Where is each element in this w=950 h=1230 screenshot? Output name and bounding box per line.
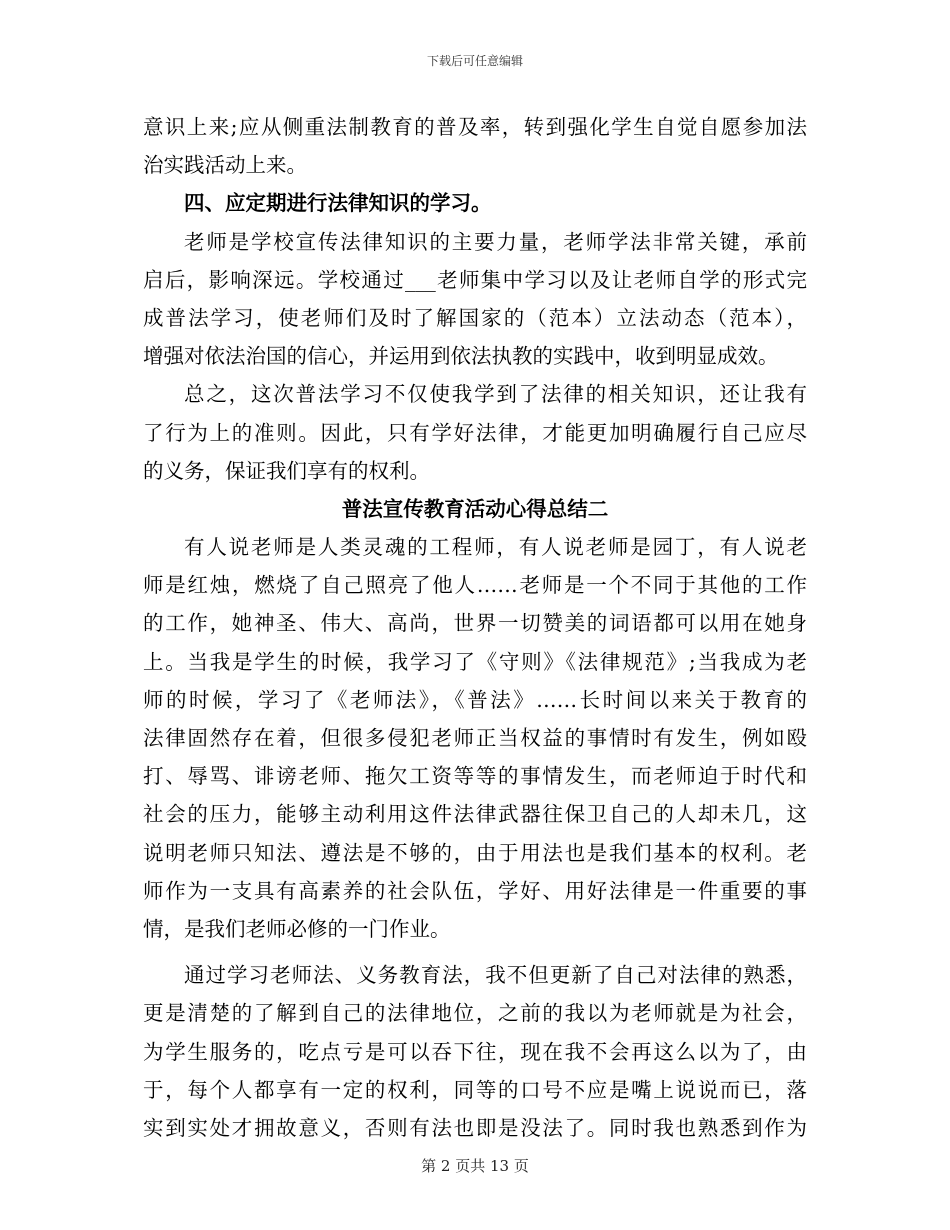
text-line: 了行为上的准则。因此，只有学好法律，才能更加明确履行自己应尽 (143, 420, 807, 445)
text-line: 法律固然存在着，但很多侵犯老师正当权益的事情时有发生，例如殴 (143, 726, 807, 750)
text-line: 打、辱骂、诽谤老师、拖欠工资等等的事情发生，而老师迫于时代和 (143, 764, 807, 789)
text-line: 启后，影响深远。学校通过___老师集中学习以及让老师自学的形式完 (143, 267, 807, 292)
text-line: 增强对依法治国的信心，并运用到依法执教的实践中，收到明显成效。 (143, 344, 779, 369)
text-line: 有人说老师是人类灵魂的工程师，有人说老师是园丁，有人说老 (184, 535, 807, 560)
paragraph-gap (143, 948, 807, 956)
text-line: 的工作，她神圣、伟大、高尚，世界一切赞美的词语都可以用在她身 (143, 611, 807, 636)
text-line: 总之，这次普法学习不仅使我学到了法律的相关知识，还让我有 (184, 382, 807, 407)
text-line: 情，是我们老师必修的一门作业。 (143, 916, 451, 941)
text-line: 师作为一支具有高素养的社会队伍，学好、用好法律是一件重要的事 (143, 878, 807, 903)
text-line: 于，每个人都享有一定的权利，同等的口号不应是嘴上说说而已，落 (143, 1077, 807, 1102)
text-line: 为学生服务的，吃点亏是可以吞下往，现在我不会再这么以为了，由 (143, 1039, 807, 1064)
text-line: 更是清楚的了解到自己的法律地位，之前的我以为老师就是为社会， (143, 1001, 807, 1026)
text-line: 通过学习老师法、义务教育法，我不但更新了自己对法律的熟悉， (184, 963, 807, 988)
text-line: 师是红烛，燃烧了自己照亮了他人……老师是一个不同于其他的工作 (143, 573, 807, 598)
text-line: 上。当我是学生的时候，我学习了《守则》《法律规范》;当我成为老 (143, 649, 807, 674)
document-body (143, 108, 807, 1147)
text-line: 师的时候，学习了《老师法》，《普法》……长时间以来关于教育的 (143, 687, 807, 712)
section-heading: 四、应定期进行法律知识的学习。 (184, 191, 492, 216)
page-footer: 第 2 页共 13 页 (421, 1157, 529, 1175)
text-line: 成普法学习，使老师们及时了解国家的（范本）立法动态（范本）， (143, 305, 807, 330)
page-header: 下载后可任意编辑 (426, 54, 523, 68)
text-line: 实到实处才拥故意义，否则有法也即是没法了。同时我也熟悉到作为 (143, 1115, 807, 1140)
section-title: 普法宣传教育活动心得总结二 (341, 496, 609, 521)
text-line: 说明老师只知法、遵法是不够的，由于用法也是我们基本的权利。老 (143, 840, 807, 865)
text-line: 老师是学校宣传法律知识的主要力量，老师学法非常关键，承前 (184, 229, 807, 254)
text-line: 治实践活动上来。 (143, 153, 307, 178)
text-line: 社会的压力，能够主动利用这件法律武器往保卫自己的人却未几，这 (143, 802, 807, 827)
text-line: 意识上来;应从侧重法制教育的普及率，转到强化学生自觉自愿参加法 (143, 115, 807, 139)
text-line: 的义务，保证我们享有的权利。 (143, 458, 430, 483)
